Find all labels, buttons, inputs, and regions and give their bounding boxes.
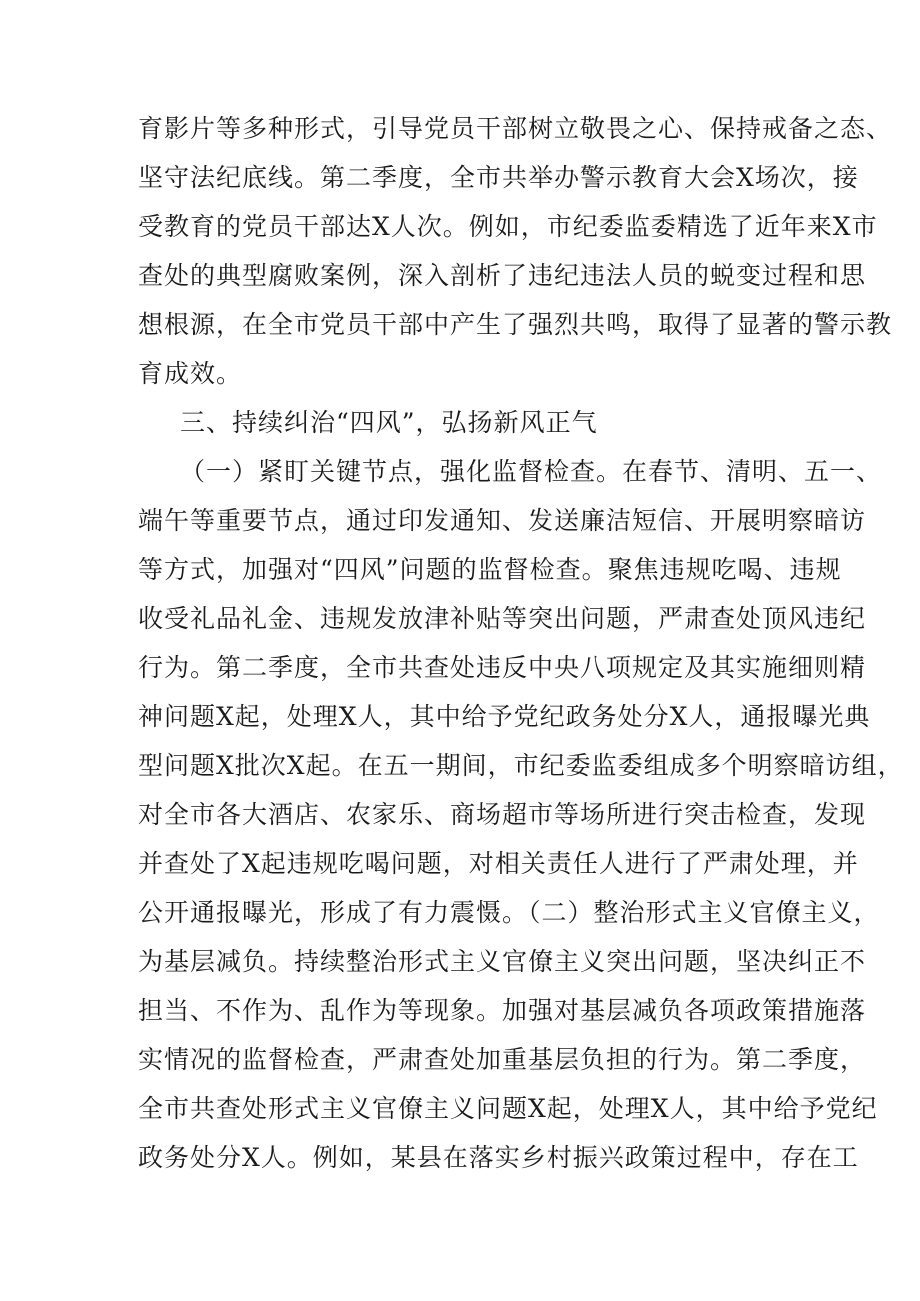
text-line-5: 想根源，在全市党员干部中产生了强烈共鸣，取得了显著的警示教: [138, 310, 893, 339]
text-line-4: 查处的典型腐败案例，深入剖析了违纪违法人员的蜕变过程和思: [138, 261, 867, 290]
text-line-6: 育成效。: [138, 359, 243, 388]
text-line-18: 为基层减负。持续整治形式主义官僚主义突出问题，坚决纠正不: [138, 947, 867, 976]
text-line-14: 型问题X批次X起。在五一期间，市纪委监委组成多个明察暗访组，: [138, 751, 904, 780]
text-line-20: 实情况的监督检查，严肃查处加重基层负担的行为。第二季度，: [138, 1045, 867, 1074]
text-line-11: 收受礼品礼金、违规发放津补贴等突出问题，严肃查处顶风违纪: [138, 604, 867, 633]
text-line-10: 等方式，加强对“四风”问题的监督检查。聚焦违规吃喝、违规: [138, 555, 842, 584]
text-line-3: 受教育的党员干部达X人次。例如，市纪委监委精选了近年来X市: [138, 212, 878, 241]
section-heading: 三、持续纠治“四风”，弘扬新风正气: [180, 408, 598, 437]
text-line-12: 行为。第二季度，全市共查处违反中央八项规定及其实施细则精: [138, 653, 867, 682]
text-line-13: 神问题X起，处理X人，其中给予党纪政务处分X人，通报曝光典: [138, 702, 871, 731]
text-line-9: 端午等重要节点，通过印发通知、发送廉洁短信、开展明察暗访: [138, 506, 867, 535]
text-line-16: 并查处了X起违规吃喝问题，对相关责任人进行了严肃处理，并: [138, 849, 859, 878]
text-line-22: 政务处分X人。例如，某县在落实乡村振兴政策过程中，存在工: [138, 1143, 859, 1172]
text-line-17: 公开通报曝光，形成了有力震慑。（二）整治形式主义官僚主义，: [138, 898, 880, 927]
text-line-1: 育影片等多种形式，引导党员干部树立敬畏之心、保持戒备之态、: [138, 114, 893, 143]
text-line-21: 全市共查处形式主义官僚主义问题X起，处理X人，其中给予党纪: [138, 1094, 878, 1123]
text-line-2: 坚守法纪底线。第二季度，全市共举办警示教育大会X场次，接: [138, 163, 859, 192]
text-line-8: （一）紧盯关键节点，强化监督检查。在春节、清明、五一、: [180, 457, 883, 486]
text-line-19: 担当、不作为、乱作为等现象。加强对基层减负各项政策措施落: [138, 996, 867, 1025]
text-line-15: 对全市各大酒店、农家乐、商场超市等场所进行突击检查，发现: [138, 800, 867, 829]
